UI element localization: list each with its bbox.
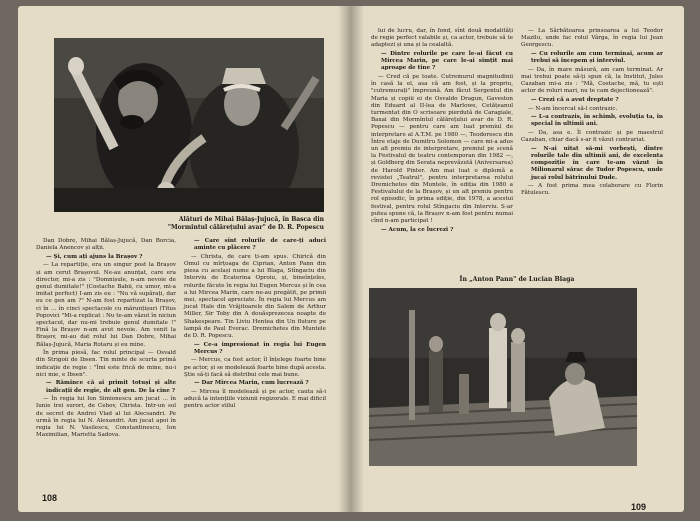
paragraph: — Da, asa e. Îl contrazic și pe maestrul Cazaban, chiar dacă s-ar fi văzut contrariat. — [521, 129, 663, 144]
paragraph: În prima piesă, fac rolul principal — Osvald din Strigoii de Ibsen. Tin minte de scurta primă indicație de regie : "Îmi este frică de mine, nu-i nici mie, e Ibsen". — [36, 350, 176, 378]
anton-pann-scene-image — [369, 288, 637, 466]
actors-stage-photo — [54, 38, 324, 212]
paragraph: — Christa, de care ți-am spus. Chirică din Omul cu mîrțoaga de Ciprian, Anton Pann din piesa cu același nume a lui Blaga, Stîngaciu din Interviu de Ecaterina Oproiu, și, bineînțeles, rolurile făcute în regia lui Eugen Mercus și în cea a lui Mircea Marin, care ne-au pregătit, pe primii mei, spectacol apreciate. În regia lui Mercus am jucat Hale din Vrăjitoarele din Salem de Arthur Miller, Sir Toby din A douăsprezecea noapte de Shakespeare. Tin Liviu Hentea din Un fluture pe lampă de Paul Everac. Dremichetes din Muntele de D. R. Popescu. — [184, 253, 326, 340]
right-photo-caption: În „Anton Pann" de Lucian Blaga — [459, 276, 575, 283]
book-gutter-shadow — [338, 6, 364, 512]
question: — Și, cum ați ajuns la Brașov ? — [46, 253, 143, 260]
stage-scene-image — [54, 38, 324, 212]
paragraph: — La repartiție, era un singur post la Brașov și am cerut Brașovul. Ne-au anunțat, care era director, mi-a zis : "Domnișule, n-am nevoie de genul dumitale!" (Costache Babii, cu umor, mi-a imitat perfect) I-am zis eu : "Nu vă supărați, dar eu ce gen am ?" N-am fost repartizat la Brașov, ci în ... în cinci spectacole cu mărunțișuri (Titus Popovici "Mi-a replicat : Nu te-am văzut în niciun spectacol, dar nu-mi trebuie genul dumitale !" Fină la Brașov n-am avut nevoie. Am venit la Brașov, mi-au dat rolul lui Dan Dobre, Mihai Bălaș-Jujucă, Maria Rotaru și eu mine. — [36, 262, 176, 348]
question: — Dintre rolurile pe care le-ai făcut cu Mircea Marin, pe care le-ai simțit mai aproape de tine ? — [381, 51, 513, 72]
paragraph: Dan Dobre, Mihai Bălaș-Jujucă, Dan Borcia, Daniela Anencov și alții. — [36, 238, 176, 252]
question: — Crezi că a avut dreptate ? — [531, 97, 619, 103]
question: — Acum, la ce lucrezi ? — [381, 226, 454, 233]
right-column-1 — [371, 28, 513, 235]
right-column-2 — [521, 28, 663, 199]
question: — N-ai uitat să-mi vorbești, dintre rolurile tale din ultimii ani, de excelenta compoziție în care te-am văzut în Milionarul sărac de Tudor Popescu, unde jucai rolul bătrînului Dude. — [531, 145, 663, 181]
question: — Ce-a impresionat în regia lui Eugen Mercus ? — [194, 341, 326, 355]
anton-pann-stage-photo — [369, 288, 637, 466]
question: — L-a contrazis, în schimb, evoluția ta, în special în ultimii ani. — [531, 114, 663, 128]
question: — Care sînt rolurile de care-ți aduci aminte cu plăcere ? — [194, 238, 326, 252]
question: — Rămînce că ai primit totuși și alte indicații de regie, de alt gen. De la cine ? — [46, 380, 176, 394]
right-page — [351, 6, 684, 512]
left-column-1 — [36, 238, 176, 441]
question: — Dar Mircea Marin, cum lucrează ? — [194, 380, 309, 387]
paragraph: — Cred că pe toate. Cutremurul magnitudinii în casă la el, asa că am fost, și la propriu, "cutremurați" împreună. Am făcut Sergentul din Maria și copiii ei de Osvaldo Dragun, Gaveston din Eduard al II-lea de Marlowe, Cetățeanul turmentat din O scrisoare pierdută de Caragiale, Baxai din Mormîntul călărețului avar de D. R. Popescu — pentru care am luat premiul de interpretare al A.T.M. pe 1980 —, Teodorescu din Între etaje de Dumitru Solomon — care mi-a adus un alt premiu de interpretare, premiul pe scenă la Festivalul de teatru contemporan din 1982 —, și Goldberg din Serata neprevăzută (Aniversarea) de Harold Pinter. Am mai luat o diplomă a revistei „Teatrul", pentru interpretarea rolului Dremichetes din Muntele, în ediția din 1980 a Festivalului de la Brașov, și un alt premiu pentru rol episodic, în prima ediție, din 1978, a acestui festival, pentru rolul Stîngaciu din Interviu. S-ar putea spune că, la Brașov n-am fost pentru numai cînd n-am participat ! — [371, 74, 513, 225]
paragraph: — A fost prima mea colaborare cu Florin Fătulescu. — [521, 183, 663, 197]
paragraph: — Da, în mare măsură, am cam terminat. Ar mai trebui poate să-ți spun că, la Institut, Jules Cazaban mi-a zis : "Mă, Costache, mă, tu ești actor de roluri mari, nu te cam dejectionează". — [521, 66, 663, 95]
page-number-left: 108 — [42, 493, 58, 503]
left-photo-caption: Alături de Mihai Bălaș-Jujucă, în Basca din "Mormintul călărețului avar" de D. R. Popescu — [167, 216, 324, 231]
paragraph: lui de lucru, dar, în fond, sînt două modalități de regie perfect valabile și, ca actor, trebuie să te adaptezi și una și la cealaltă. — [371, 28, 513, 49]
paragraph: — Mercus, ca fost actor, îl înțelege foarte bine pe actor, și se modelează foarte bine după acesta. Știe să-ți facă să distribui cele mai bune. — [184, 357, 326, 378]
page-number-right: 109 — [631, 502, 647, 512]
left-page — [18, 6, 351, 512]
paragraph: — Mircea îl modelează și pe actor, cauta să-i aducă la intențiile viziunii regizorale. E mai dificil pentru actor stilul — [184, 389, 326, 410]
paragraph: — La Sărbătoarea prinsoarea a lui Teodor Mazilu, unde fac rolul Vârga, în regia lui Jean Georgescu. — [521, 28, 663, 49]
left-column-2 — [184, 238, 326, 412]
paragraph: — N-am încercat să-l contrazic. — [528, 105, 618, 112]
question: — Cu rolurile am cum terminai, acum ar trebui să începem și interviul. — [531, 51, 663, 65]
paragraph: — În regia lui Ion Simionescu am jucat ... în Iunie trei surori, de Cehov, Christa. Intr-un sol de secret de Andrei Vlad al lui Alecsandri. Pe urmă în regia lui N. Alexandri. Am jucat apoi în regia lui N. Vasilescu, Constantinescu, Ion Maximilian, Marietta Sadova. — [36, 396, 176, 439]
